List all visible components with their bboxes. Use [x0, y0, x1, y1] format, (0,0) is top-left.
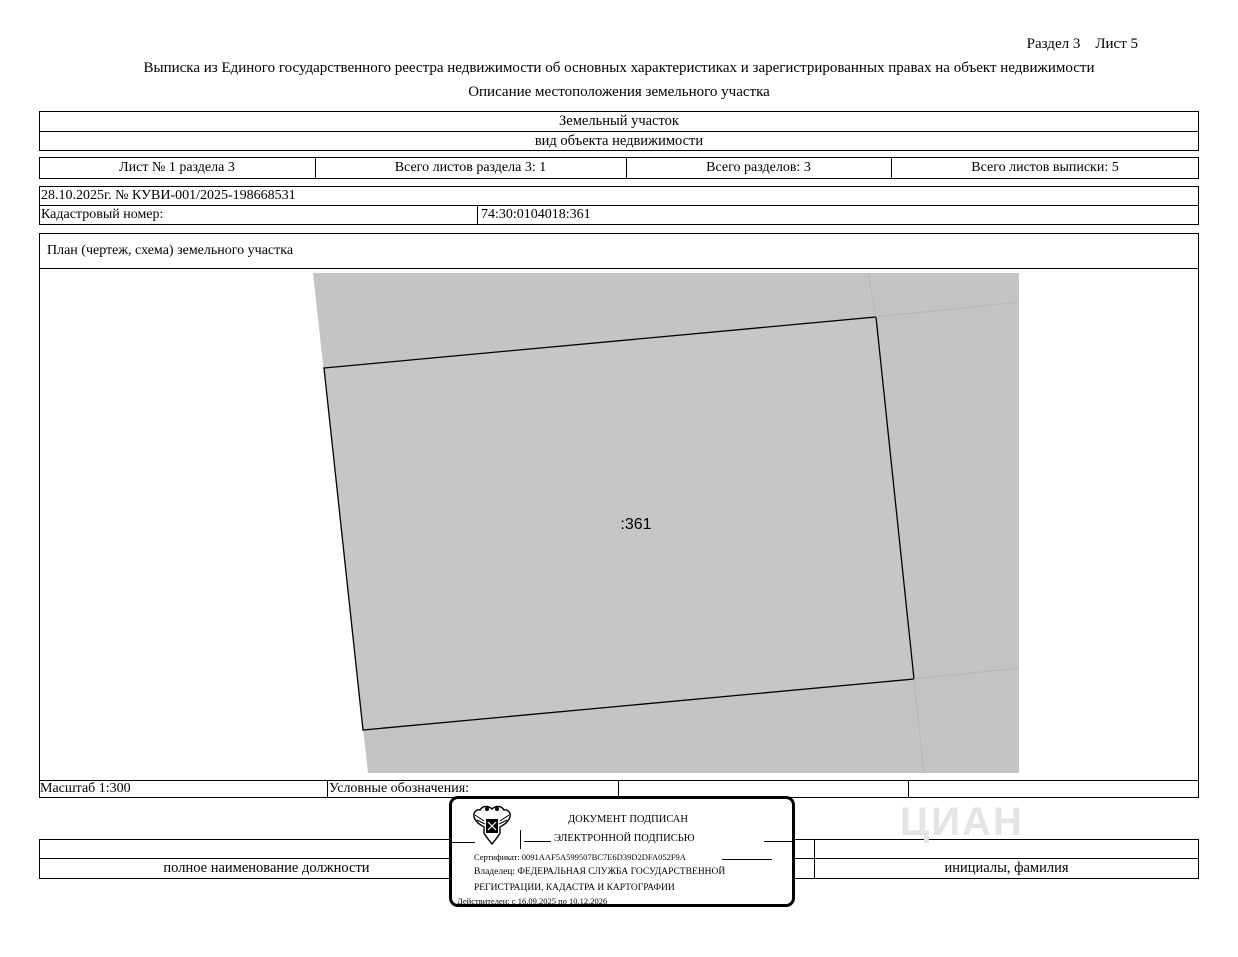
sheet-number: Лист № 1 раздела 3 — [119, 160, 235, 175]
date-number: 28.10.2025г. № КУВИ-001/2025-198668531 — [41, 188, 296, 203]
parcel-label: :361 — [620, 516, 652, 533]
object-type-caption: вид объекта недвижимости — [534, 132, 704, 149]
document-title: Выписка из Единого государственного реестра недвижимости об основных характеристиках и зарегистрированных правах на объект недвижимости — [143, 60, 1095, 76]
parcel-outline — [324, 317, 914, 730]
plan-drawing — [313, 273, 1019, 774]
cadastral-label: Кадастровый номер: — [41, 207, 164, 222]
stamp-owner-line2: РЕГИСТРАЦИИ, КАДАСТРА И КАРТОГРАФИИ — [474, 883, 675, 893]
plan-title: План (чертеж, схема) земельного участка — [47, 243, 294, 258]
stamp-line2: ЭЛЕКТРОННОЙ ПОДПИСЬЮ — [554, 833, 695, 844]
name-caption: инициалы, фамилия — [944, 860, 1069, 876]
cadastral-value: 74:30:0104018:361 — [481, 207, 591, 222]
scale-label: Масштаб 1:300 — [40, 780, 131, 796]
total-sections: Всего разделов: 3 — [706, 160, 811, 175]
section-sheet-label: Раздел 3 Лист 5 — [1026, 36, 1138, 52]
eagle-emblem-icon — [472, 803, 512, 847]
total-extract-sheets: Всего листов выписки: 5 — [971, 160, 1119, 175]
document-subtitle: Описание местоположения земельного участка — [468, 84, 770, 100]
watermark-logo: ЦИАН — [900, 800, 1024, 844]
stamp-owner-line1: Владелец: ФЕДЕРАЛЬНАЯ СЛУЖБА ГОСУДАРСТВЕННОЙ — [474, 867, 726, 877]
position-caption: полное наименование должности — [163, 860, 370, 876]
stamp-line1: ДОКУМЕНТ ПОДПИСАН — [568, 814, 688, 825]
legend-symbols-label: Условные обозначения: — [329, 780, 470, 796]
stamp-valid: Действителен: с 16.09.2025 по 10.12.2026 — [457, 896, 608, 906]
stamp-certificate: Сертификат: 0091AAF5A599507BC7E6D39D2DFA052F9A — [474, 852, 686, 862]
digital-signature-stamp — [449, 796, 795, 907]
total-section-sheets: Всего листов раздела 3: 1 — [394, 160, 547, 175]
object-type-value: Земельный участок — [559, 113, 679, 129]
